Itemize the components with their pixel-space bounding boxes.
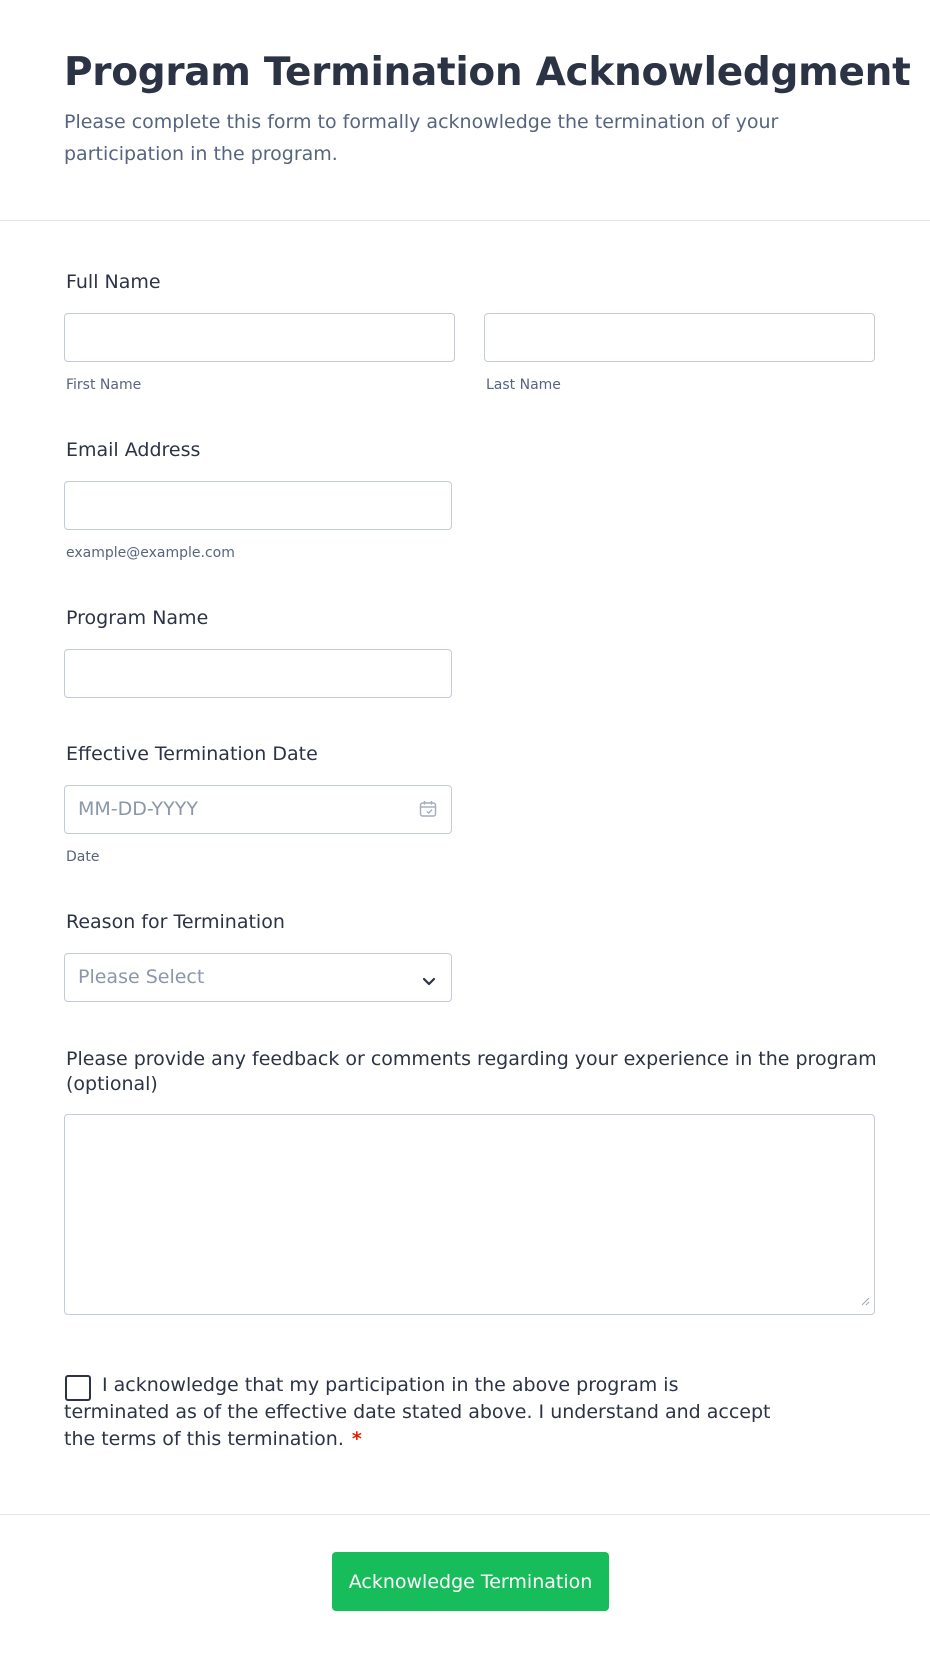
feedback-label: Please provide any feedback or comments regarding your experience in the program (optional) (66, 1048, 877, 1095)
footer-divider (0, 1514, 930, 1515)
date-sublabel: Date (66, 849, 100, 865)
feedback-textarea[interactable] (64, 1114, 875, 1315)
program-name-label: Program Name (66, 607, 209, 629)
form-subtitle: Please complete this form to formally acknowledge the termination of your participation in the program. (64, 111, 779, 165)
acknowledgment-label (64, 1372, 784, 1453)
calendar-icon[interactable] (419, 800, 437, 823)
reason-select[interactable] (64, 953, 452, 1002)
first-name-input[interactable] (64, 313, 455, 362)
reason-selected-value: Please Select (78, 966, 205, 988)
last-name-input[interactable] (484, 313, 875, 362)
email-input[interactable] (64, 481, 452, 530)
acknowledge-termination-button[interactable]: Acknowledge Termination (332, 1552, 609, 1611)
program-name-input[interactable] (64, 649, 452, 698)
chevron-down-icon (422, 971, 436, 992)
last-name-sublabel: Last Name (486, 377, 561, 393)
termination-date-label: Effective Termination Date (66, 743, 318, 765)
email-label: Email Address (66, 439, 201, 461)
termination-date-input[interactable] (64, 785, 452, 834)
email-sublabel: example@example.com (66, 545, 235, 561)
acknowledgment-text: I acknowledge that my participation in the above program is terminated as of the effective date stated above. I understand and accept the terms of this termination. (64, 1374, 771, 1450)
full-name-label: Full Name (66, 271, 161, 293)
resize-handle-icon[interactable] (861, 1291, 870, 1310)
reason-label: Reason for Termination (66, 911, 285, 933)
required-asterisk: * (351, 1428, 362, 1450)
first-name-sublabel: First Name (66, 377, 142, 393)
date-placeholder: MM-DD-YYYY (78, 798, 198, 820)
form-title: Program Termination Acknowledgment (64, 50, 911, 95)
form-header (0, 0, 930, 221)
